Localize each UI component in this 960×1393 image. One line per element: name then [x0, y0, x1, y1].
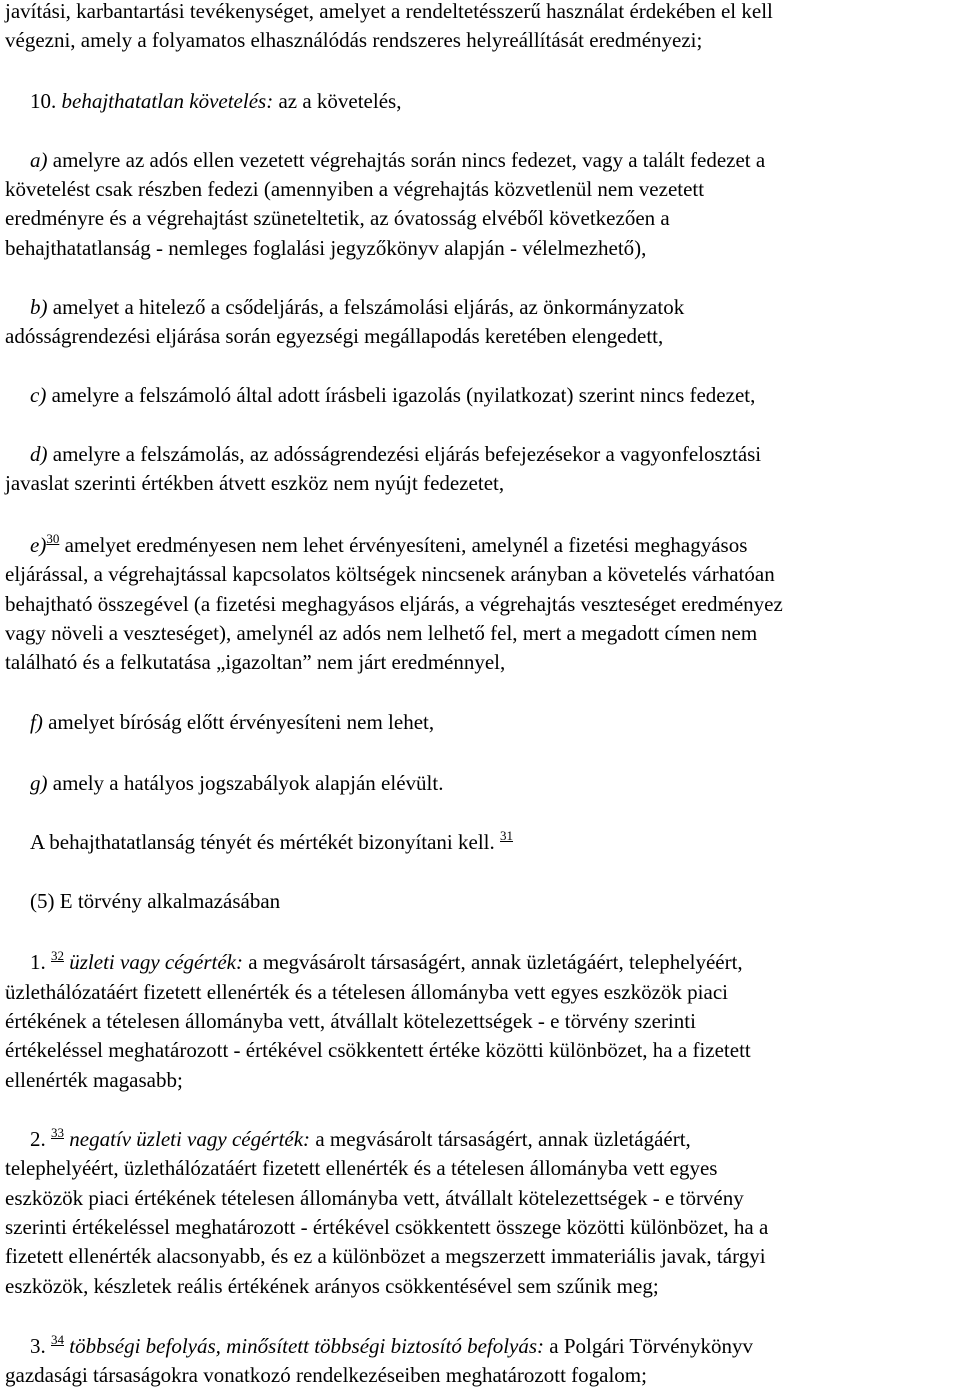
defined-term: behajthatatlan követelés: — [61, 89, 274, 113]
item-number: 1. — [30, 950, 46, 974]
text: (5) E törvény alkalmazásában — [30, 889, 281, 913]
text: végezni, amely a folyamatos elhasználódás rendszeres helyreállítását eredményezi; — [5, 28, 703, 52]
item-marker: f) — [30, 710, 43, 734]
text-line — [5, 1272, 659, 1302]
text-line — [5, 1066, 183, 1096]
text: behajthatatlanság - nemleges foglalási jegyzőkönyv alapján - vélelmezhető), — [5, 236, 647, 260]
text-line — [5, 322, 663, 352]
text: üzlethálózatáért fizetett ellenérték és a tételesen állományba vett egyes eszközök piaci — [5, 980, 728, 1004]
item-number: 3. — [30, 1334, 46, 1358]
item-e — [30, 531, 747, 561]
text-line — [5, 1361, 647, 1391]
text: követelést csak részben fedezi (amennyiben a végrehajtás közvetlenül nem vezetett — [5, 177, 705, 201]
text-line — [5, 648, 505, 678]
text: a Polgári Törvénykönyv — [544, 1334, 754, 1358]
text: amelyet bíróság előtt érvényesíteni nem lehet, — [42, 710, 435, 734]
item-number: 10. — [30, 89, 62, 113]
item-marker: b) — [30, 295, 48, 319]
text: eszközök, készletek reális értékének arányos csökkentésével sem szűnik meg; — [5, 1274, 659, 1298]
definition-3 — [30, 1332, 753, 1362]
defined-term: többségi befolyás, minősített többségi biztosító befolyás: — [69, 1334, 545, 1358]
defined-term: negatív üzleti vagy cégérték: — [69, 1127, 311, 1151]
item-marker: g) — [30, 771, 48, 795]
text-line — [5, 1154, 717, 1184]
text-line — [5, 560, 775, 590]
section-5-heading — [30, 887, 280, 917]
footnote-link[interactable]: 30 — [46, 531, 60, 546]
footnote-link[interactable]: 33 — [51, 1125, 64, 1140]
text: amelyre a felszámolás, az adósságrendezési eljárás befejezésekor a vagyonfelosztási — [47, 442, 762, 466]
footnote-link[interactable]: 34 — [51, 1332, 64, 1347]
text: a megvásárolt társaságért, annak üzletágáért, telephelyéért, — [243, 950, 743, 974]
item-d — [30, 440, 761, 470]
item-c — [30, 381, 755, 411]
text-line — [5, 1036, 751, 1066]
footnote-link[interactable]: 32 — [51, 948, 64, 963]
text: A behajthatatlanság tényét és mértékét bizonyítani kell. — [30, 830, 495, 854]
text: fizetett ellenérték alacsonyabb, és ez a különbözet a megszerzett immateriális javak, tárgyi — [5, 1244, 766, 1268]
text: adósságrendezési eljárása során egyezségi megállapodás keretében elengedett, — [5, 324, 664, 348]
text: telephelyéért, üzlethálózatáért fizetett ellenérték és a tételesen állományba vett egyes — [5, 1156, 718, 1180]
item-g — [30, 769, 443, 799]
text-line — [5, 469, 504, 499]
text-line — [5, 1184, 744, 1214]
item-marker: c) — [30, 383, 47, 407]
text: vagy növeli a veszteséget), amelynél az adós nem lelhető fel, mert a megadott címen nem — [5, 621, 758, 645]
text: eszközök piaci értékének tételesen állományba vett, átvállalt kötelezettségek - e törvény — [5, 1186, 744, 1210]
paragraph-10 — [30, 87, 401, 117]
text: javítási, karbantartási tevékenységet, amelyet a rendeltetésszerű használat érdekében el kell — [5, 0, 773, 23]
text: értékének a tételesen állományba vett, átvállalt kötelezettségek - e törvény szerinti — [5, 1009, 696, 1033]
text-line — [5, 1242, 766, 1272]
text: amelyre a felszámoló által adott írásbeli igazolás (nyilatkozat) szerint nincs fedezet, — [46, 383, 756, 407]
text: amelyet a hitelező a csődeljárás, a felszámolási eljárás, az önkormányzatok — [47, 295, 685, 319]
item-a — [30, 146, 765, 176]
text-line — [5, 1213, 768, 1243]
definition-1 — [30, 948, 743, 978]
defined-term: üzleti vagy cégérték: — [69, 950, 243, 974]
footnote-link[interactable]: 31 — [500, 828, 514, 843]
definition-2 — [30, 1125, 691, 1155]
text-line — [5, 26, 702, 56]
text-line — [5, 0, 773, 27]
text-line — [5, 204, 670, 234]
text: a megvásárolt társaságért, annak üzletágáért, — [310, 1127, 691, 1151]
text: behajtható összegével (a fizetési meghagyásos eljárás, a végrehajtás veszteséget eredményez — [5, 592, 783, 616]
item-marker: a) — [30, 148, 48, 172]
text: az a követelés, — [273, 89, 402, 113]
text: értékeléssel meghatározott - értékével csökkentett értéke közötti különbözet, ha a fizetett — [5, 1038, 751, 1062]
item-marker: d) — [30, 442, 48, 466]
proof-sentence — [30, 828, 513, 858]
text-line — [5, 234, 646, 264]
text: javaslat szerinti értékben átvett eszköz nem nyújt fedezetet, — [5, 471, 505, 495]
text: gazdasági társaságokra vonatkozó rendelkezéseiben meghatározott fogalom; — [5, 1363, 647, 1387]
text: található és a felkutatása „igazoltan” nem járt eredménnyel, — [5, 650, 506, 674]
text: eredményre és a végrehajtást szüneteltetik, az óvatosság elvéből következően a — [5, 206, 670, 230]
text: amelyre az adós ellen vezetett végrehajtás során nincs fedezet, vagy a talált fedezet a — [47, 148, 766, 172]
text: eljárással, a végrehajtással kapcsolatos költségek nincsenek arányban a követelés várhatóan — [5, 562, 775, 586]
item-f — [30, 708, 434, 738]
item-marker: e) — [30, 533, 47, 557]
text-line — [5, 619, 757, 649]
text: ellenérték magasabb; — [5, 1068, 183, 1092]
text: amelyet eredményesen nem lehet érvényesíteni, amelynél a fizetési meghagyásos — [59, 533, 748, 557]
item-number: 2. — [30, 1127, 46, 1151]
text: szerinti értékeléssel meghatározott - értékével csökkentett összege közötti különbözet, ha a — [5, 1215, 769, 1239]
text-line — [5, 590, 783, 620]
item-b — [30, 293, 684, 323]
text: amely a hatályos jogszabályok alapján elévült. — [47, 771, 444, 795]
text-line — [5, 1007, 696, 1037]
text-line — [5, 175, 704, 205]
text-line — [5, 978, 728, 1008]
